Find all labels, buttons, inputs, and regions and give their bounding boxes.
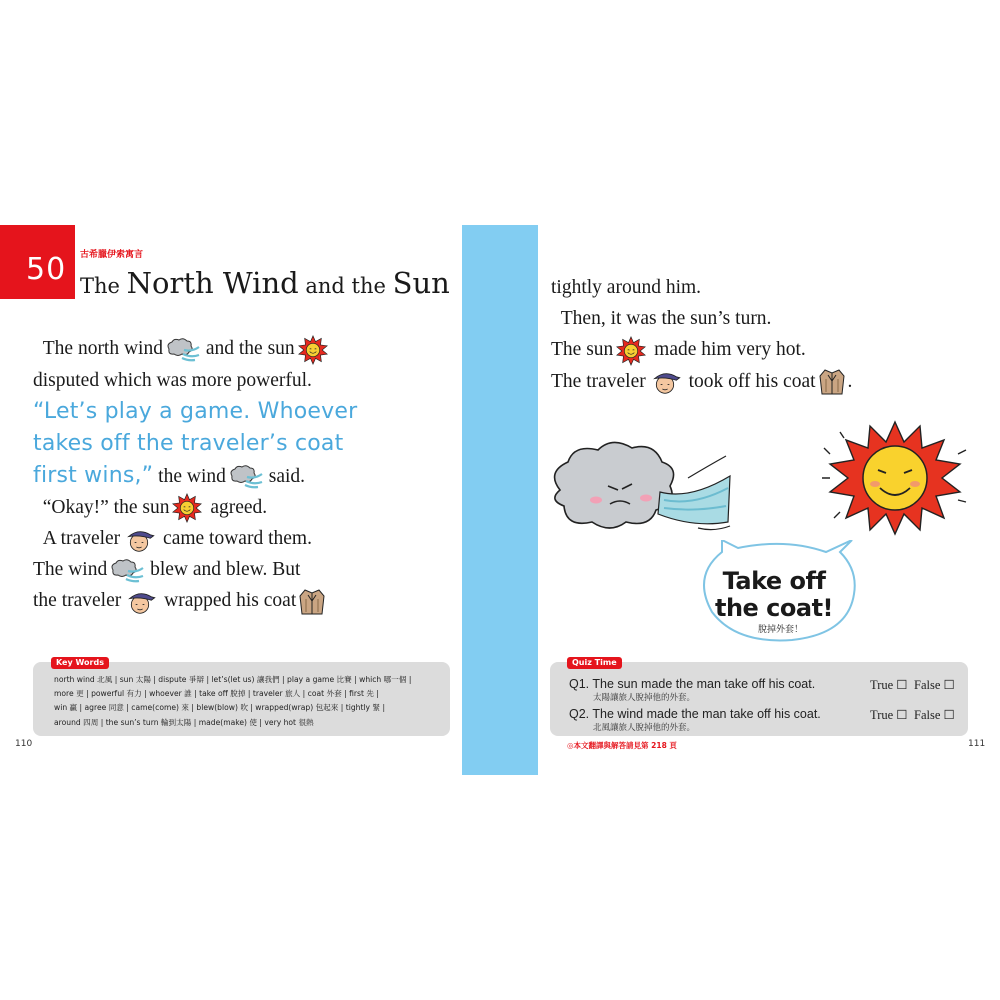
quiz-question-translation: 北風讓旅人脫掉他的外套。 (593, 723, 696, 733)
quiz-false-option-2[interactable]: False ☐ (914, 708, 955, 722)
quiz-false-option-1[interactable]: False ☐ (914, 678, 955, 692)
story-line-7: A traveler came toward them. (33, 523, 357, 554)
page-gutter-strip (462, 225, 538, 775)
quiz-question-1 (569, 677, 815, 703)
quiz-question-2 (569, 707, 821, 733)
story-line-r3: The sun made him very hot. (551, 334, 852, 366)
story-left (33, 333, 357, 617)
sun-icon (296, 335, 330, 365)
wind-cloud-icon (164, 337, 200, 363)
traveler-icon (121, 527, 157, 553)
title-sun: Sun (392, 266, 450, 300)
key-words-label: Key Words (51, 657, 109, 669)
quiz-true-option-1[interactable]: True ☐ (870, 678, 908, 692)
story-line-r2: Then, it was the sun’s turn. (560, 308, 772, 329)
key-words-list (54, 673, 411, 730)
key-words-line: north wind 北風 | sun 太陽 | dispute 爭辯 | let’s(let us) 讓我們 | play a game 比賽 | which 哪一個 | (54, 675, 412, 684)
quiz-question-text: Q2. The wind made the man take off his coat. (569, 707, 821, 721)
sun-character-icon (820, 418, 970, 538)
answer-reference-note: ◎本文翻譯與解答請見第 218 頁 (567, 741, 677, 750)
speech-bubble-text (712, 568, 836, 622)
title-the: The (80, 274, 127, 298)
story-line-8: The wind blew and blew. But (33, 554, 357, 585)
story-line-4: takes off the traveler’s coat (33, 430, 344, 456)
page-number-left: 110 (15, 739, 33, 749)
story-line-1: The north wind and the sun (33, 333, 357, 365)
page-title (80, 268, 450, 300)
story-line-r1: tightly around him. (551, 277, 702, 298)
quiz-true-option-2[interactable]: True ☐ (870, 708, 908, 722)
sun-icon (170, 493, 204, 523)
traveler-icon (647, 369, 683, 395)
title-and-the: and the (298, 274, 393, 298)
story-line-r4: The traveler took off his coat . (551, 366, 852, 398)
story-right (551, 272, 852, 397)
quiz-question-text: Q1. The sun made the man take off his coat. (569, 677, 816, 691)
story-line-3: “Let’s play a game. Whoever (33, 398, 358, 424)
key-words-line: around 四周 | the sun’s turn 輪到太陽 | made(make) 使 | very hot 很熱 (54, 717, 314, 727)
page-number-right: 111 (968, 739, 986, 749)
traveler-icon (122, 589, 158, 615)
sun-icon (614, 336, 648, 366)
subtitle: 古希臘伊索寓言 (80, 250, 144, 260)
key-words-line: more 更 | powerful 有力 | whoever 誰 | take off 脫掉 | traveler 旅人 | coat 外套 | first 先 | (54, 689, 379, 699)
bubble-line-2: the coat! (714, 594, 834, 622)
title-north-wind: North Wind (126, 266, 299, 300)
wind-cloud-icon (108, 558, 144, 584)
bubble-translation: 脫掉外套！ (758, 625, 804, 635)
story-line-5: first wins,” the wind said. (33, 460, 357, 492)
quiz-label: Quiz Time (567, 657, 622, 669)
quiz-question-translation: 太陽讓旅人脫掉他的外套。 (593, 693, 696, 703)
coat-icon (817, 367, 847, 397)
bubble-line-1: Take off (722, 567, 826, 595)
story-line-2: disputed which was more powerful. (33, 369, 312, 391)
story-line-9: the traveler wrapped his coat (33, 585, 357, 617)
key-words-line: win 贏 | agree 同意 | came(come) 來 | blew(blow) 吹 | wrapped(wrap) 包起來 | tightly 緊 | (54, 703, 386, 713)
wind-character-icon (548, 440, 738, 550)
wind-cloud-icon (227, 464, 263, 490)
coat-icon (297, 587, 327, 617)
lesson-number: 50 (26, 252, 67, 287)
story-line-6: “Okay!” the sun agreed. (33, 492, 357, 524)
